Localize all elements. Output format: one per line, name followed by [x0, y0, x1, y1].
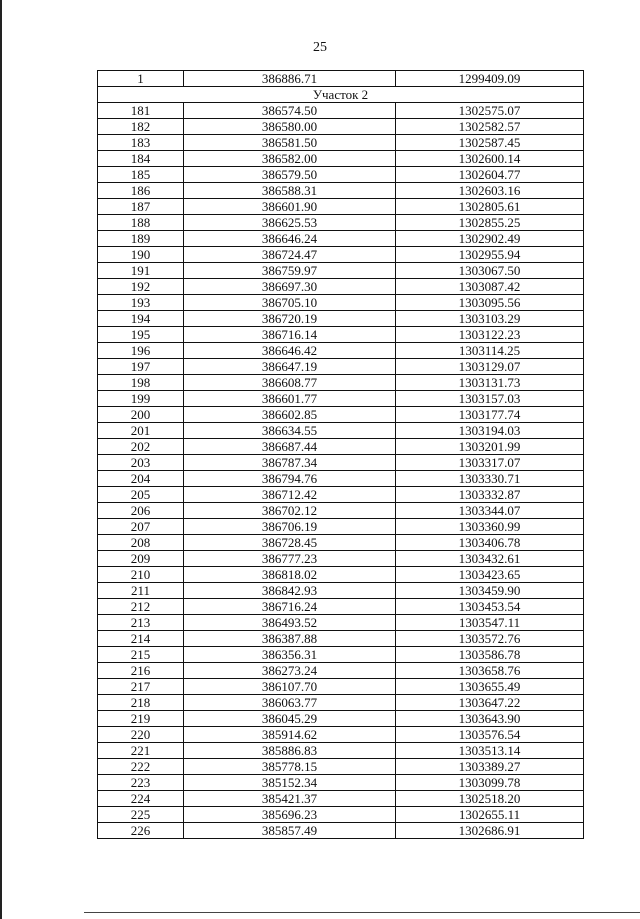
point-number-cell: 204 — [98, 471, 184, 487]
x-coordinate-cell: 386886.71 — [184, 71, 396, 87]
x-coordinate-cell: 386579.50 — [184, 167, 396, 183]
x-coordinate-cell: 386646.42 — [184, 343, 396, 359]
x-coordinate-cell: 386818.02 — [184, 567, 396, 583]
table-row — [98, 663, 584, 679]
point-number-cell: 218 — [98, 695, 184, 711]
point-number-cell: 191 — [98, 263, 184, 279]
table-row — [98, 615, 584, 631]
y-coordinate-cell: 1303655.49 — [396, 679, 584, 695]
y-coordinate-cell: 1303406.78 — [396, 535, 584, 551]
table-row — [98, 247, 584, 263]
table-row — [98, 71, 584, 87]
x-coordinate-cell: 386842.93 — [184, 583, 396, 599]
y-coordinate-cell: 1303131.73 — [396, 375, 584, 391]
table-row — [98, 327, 584, 343]
x-coordinate-cell: 386787.34 — [184, 455, 396, 471]
x-coordinate-cell: 386387.88 — [184, 631, 396, 647]
table-row — [98, 471, 584, 487]
section-title: Участок 2 — [98, 87, 584, 103]
point-number-cell: 190 — [98, 247, 184, 263]
table-row — [98, 119, 584, 135]
table-row — [98, 711, 584, 727]
x-coordinate-cell: 386720.19 — [184, 311, 396, 327]
table-row — [98, 183, 584, 199]
y-coordinate-cell: 1303330.71 — [396, 471, 584, 487]
table-row — [98, 759, 584, 775]
point-number-cell: 1 — [98, 71, 184, 87]
y-coordinate-cell: 1303360.99 — [396, 519, 584, 535]
y-coordinate-cell: 1303459.90 — [396, 583, 584, 599]
point-number-cell: 226 — [98, 823, 184, 839]
y-coordinate-cell: 1303658.76 — [396, 663, 584, 679]
table-row — [98, 343, 584, 359]
x-coordinate-cell: 386574.50 — [184, 103, 396, 119]
point-number-cell: 203 — [98, 455, 184, 471]
scan-edge-bottom — [84, 912, 640, 913]
y-coordinate-cell: 1302855.25 — [396, 215, 584, 231]
y-coordinate-cell: 1303576.54 — [396, 727, 584, 743]
y-coordinate-cell: 1302587.45 — [396, 135, 584, 151]
x-coordinate-cell: 386646.24 — [184, 231, 396, 247]
x-coordinate-cell: 386647.19 — [184, 359, 396, 375]
point-number-cell: 189 — [98, 231, 184, 247]
point-number-cell: 198 — [98, 375, 184, 391]
point-number-cell: 182 — [98, 119, 184, 135]
coordinates-table — [97, 70, 584, 839]
point-number-cell: 194 — [98, 311, 184, 327]
point-number-cell: 188 — [98, 215, 184, 231]
y-coordinate-cell: 1303389.27 — [396, 759, 584, 775]
point-number-cell: 184 — [98, 151, 184, 167]
point-number-cell: 208 — [98, 535, 184, 551]
table-row — [98, 599, 584, 615]
y-coordinate-cell: 1303129.07 — [396, 359, 584, 375]
point-number-cell: 220 — [98, 727, 184, 743]
y-coordinate-cell: 1302655.11 — [396, 807, 584, 823]
x-coordinate-cell: 386706.19 — [184, 519, 396, 535]
y-coordinate-cell: 1303423.65 — [396, 567, 584, 583]
point-number-cell: 185 — [98, 167, 184, 183]
x-coordinate-cell: 386601.90 — [184, 199, 396, 215]
y-coordinate-cell: 1302582.57 — [396, 119, 584, 135]
table-row — [98, 215, 584, 231]
point-number-cell: 224 — [98, 791, 184, 807]
point-number-cell: 214 — [98, 631, 184, 647]
table-row — [98, 743, 584, 759]
x-coordinate-cell: 386634.55 — [184, 423, 396, 439]
page-number: 25 — [313, 40, 327, 55]
x-coordinate-cell: 386716.14 — [184, 327, 396, 343]
y-coordinate-cell: 1303194.03 — [396, 423, 584, 439]
table-row — [98, 167, 584, 183]
x-coordinate-cell: 386705.10 — [184, 295, 396, 311]
y-coordinate-cell: 1303432.61 — [396, 551, 584, 567]
y-coordinate-cell: 1302575.07 — [396, 103, 584, 119]
x-coordinate-cell: 386687.44 — [184, 439, 396, 455]
y-coordinate-cell: 1303586.78 — [396, 647, 584, 663]
x-coordinate-cell: 386759.97 — [184, 263, 396, 279]
x-coordinate-cell: 386608.77 — [184, 375, 396, 391]
point-number-cell: 202 — [98, 439, 184, 455]
table-row — [98, 455, 584, 471]
y-coordinate-cell: 1303099.78 — [396, 775, 584, 791]
x-coordinate-cell: 386702.12 — [184, 503, 396, 519]
y-coordinate-cell: 1303114.25 — [396, 343, 584, 359]
x-coordinate-cell: 386716.24 — [184, 599, 396, 615]
y-coordinate-cell: 1303103.29 — [396, 311, 584, 327]
x-coordinate-cell: 385152.34 — [184, 775, 396, 791]
y-coordinate-cell: 1302604.77 — [396, 167, 584, 183]
table-row — [98, 311, 584, 327]
y-coordinate-cell: 1303547.11 — [396, 615, 584, 631]
point-number-cell: 187 — [98, 199, 184, 215]
table-row — [98, 487, 584, 503]
y-coordinate-cell: 1303095.56 — [396, 295, 584, 311]
table-row — [98, 631, 584, 647]
table-row — [98, 375, 584, 391]
table-row — [98, 791, 584, 807]
point-number-cell: 223 — [98, 775, 184, 791]
point-number-cell: 207 — [98, 519, 184, 535]
x-coordinate-cell: 386588.31 — [184, 183, 396, 199]
point-number-cell: 212 — [98, 599, 184, 615]
table-row — [98, 695, 584, 711]
point-number-cell: 183 — [98, 135, 184, 151]
x-coordinate-cell: 385778.15 — [184, 759, 396, 775]
table-row — [98, 391, 584, 407]
point-number-cell: 213 — [98, 615, 184, 631]
table-row — [98, 231, 584, 247]
x-coordinate-cell: 386063.77 — [184, 695, 396, 711]
x-coordinate-cell: 385696.23 — [184, 807, 396, 823]
y-coordinate-cell: 1303572.76 — [396, 631, 584, 647]
point-number-cell: 201 — [98, 423, 184, 439]
point-number-cell: 215 — [98, 647, 184, 663]
x-coordinate-cell: 385886.83 — [184, 743, 396, 759]
table-row — [98, 535, 584, 551]
point-number-cell: 211 — [98, 583, 184, 599]
table-row — [98, 775, 584, 791]
y-coordinate-cell: 1303647.22 — [396, 695, 584, 711]
x-coordinate-cell: 386625.53 — [184, 215, 396, 231]
y-coordinate-cell: 1303067.50 — [396, 263, 584, 279]
table-row — [98, 199, 584, 215]
y-coordinate-cell: 1302686.91 — [396, 823, 584, 839]
point-number-cell: 209 — [98, 551, 184, 567]
y-coordinate-cell: 1302805.61 — [396, 199, 584, 215]
point-number-cell: 225 — [98, 807, 184, 823]
x-coordinate-cell: 385914.62 — [184, 727, 396, 743]
x-coordinate-cell: 386697.30 — [184, 279, 396, 295]
point-number-cell: 193 — [98, 295, 184, 311]
point-number-cell: 192 — [98, 279, 184, 295]
point-number-cell: 200 — [98, 407, 184, 423]
point-number-cell: 196 — [98, 343, 184, 359]
y-coordinate-cell: 1303317.07 — [396, 455, 584, 471]
table-row — [98, 583, 584, 599]
table-row — [98, 551, 584, 567]
table-row — [98, 135, 584, 151]
point-number-cell: 219 — [98, 711, 184, 727]
y-coordinate-cell: 1303201.99 — [396, 439, 584, 455]
point-number-cell: 221 — [98, 743, 184, 759]
y-coordinate-cell: 1303453.54 — [396, 599, 584, 615]
y-coordinate-cell: 1302955.94 — [396, 247, 584, 263]
x-coordinate-cell: 386045.29 — [184, 711, 396, 727]
scan-edge-left — [0, 0, 2, 919]
x-coordinate-cell: 386602.85 — [184, 407, 396, 423]
point-number-cell: 206 — [98, 503, 184, 519]
table-row — [98, 519, 584, 535]
y-coordinate-cell: 1303332.87 — [396, 487, 584, 503]
x-coordinate-cell: 386582.00 — [184, 151, 396, 167]
y-coordinate-cell: 1303157.03 — [396, 391, 584, 407]
table-row — [98, 407, 584, 423]
table-row — [98, 151, 584, 167]
point-number-cell: 186 — [98, 183, 184, 199]
table-row — [98, 423, 584, 439]
point-number-cell: 222 — [98, 759, 184, 775]
x-coordinate-cell: 386777.23 — [184, 551, 396, 567]
point-number-cell: 216 — [98, 663, 184, 679]
x-coordinate-cell: 386580.00 — [184, 119, 396, 135]
y-coordinate-cell: 1302603.16 — [396, 183, 584, 199]
table-row — [98, 359, 584, 375]
table-row — [98, 279, 584, 295]
table-row — [98, 807, 584, 823]
x-coordinate-cell: 386273.24 — [184, 663, 396, 679]
table-row — [98, 679, 584, 695]
coordinates-table-body — [98, 71, 584, 839]
table-row — [98, 295, 584, 311]
x-coordinate-cell: 386356.31 — [184, 647, 396, 663]
point-number-cell: 205 — [98, 487, 184, 503]
x-coordinate-cell: 386581.50 — [184, 135, 396, 151]
table-row — [98, 263, 584, 279]
point-number-cell: 197 — [98, 359, 184, 375]
y-coordinate-cell: 1302600.14 — [396, 151, 584, 167]
table-row — [98, 823, 584, 839]
y-coordinate-cell: 1303513.14 — [396, 743, 584, 759]
x-coordinate-cell: 386724.47 — [184, 247, 396, 263]
x-coordinate-cell: 386493.52 — [184, 615, 396, 631]
x-coordinate-cell: 386712.42 — [184, 487, 396, 503]
x-coordinate-cell: 386601.77 — [184, 391, 396, 407]
point-number-cell: 199 — [98, 391, 184, 407]
y-coordinate-cell: 1302518.20 — [396, 791, 584, 807]
table-row — [98, 727, 584, 743]
table-row — [98, 439, 584, 455]
y-coordinate-cell: 1302902.49 — [396, 231, 584, 247]
table-row — [98, 103, 584, 119]
x-coordinate-cell: 386107.70 — [184, 679, 396, 695]
point-number-cell: 181 — [98, 103, 184, 119]
y-coordinate-cell: 1303344.07 — [396, 503, 584, 519]
point-number-cell: 217 — [98, 679, 184, 695]
x-coordinate-cell: 385421.37 — [184, 791, 396, 807]
y-coordinate-cell: 1299409.09 — [396, 71, 584, 87]
table-row — [98, 503, 584, 519]
y-coordinate-cell: 1303643.90 — [396, 711, 584, 727]
point-number-cell: 210 — [98, 567, 184, 583]
y-coordinate-cell: 1303177.74 — [396, 407, 584, 423]
x-coordinate-cell: 386728.45 — [184, 535, 396, 551]
x-coordinate-cell: 386794.76 — [184, 471, 396, 487]
section-row — [98, 87, 584, 103]
point-number-cell: 195 — [98, 327, 184, 343]
y-coordinate-cell: 1303122.23 — [396, 327, 584, 343]
y-coordinate-cell: 1303087.42 — [396, 279, 584, 295]
x-coordinate-cell: 385857.49 — [184, 823, 396, 839]
table-row — [98, 567, 584, 583]
table-row — [98, 647, 584, 663]
